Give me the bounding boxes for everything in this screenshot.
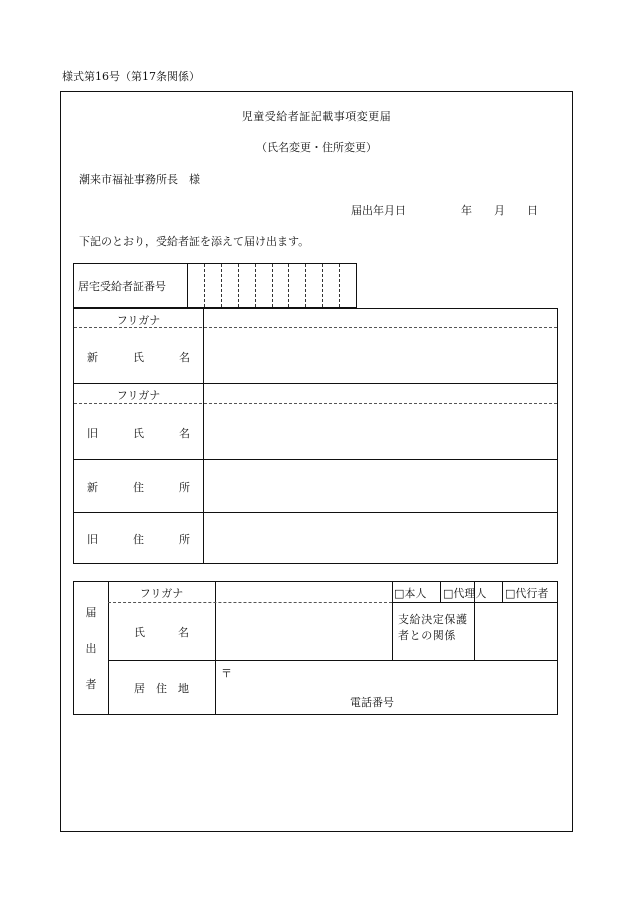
- recipient-number-box: [73, 263, 357, 308]
- digit-cell[interactable]: [239, 264, 256, 307]
- old-name-field[interactable]: [205, 405, 557, 458]
- new-address-field[interactable]: [205, 461, 557, 511]
- option-agent[interactable]: □代理人: [443, 587, 487, 600]
- applicant-side-char: 者: [85, 678, 97, 691]
- new-name-furigana-label: フリガナ: [116, 314, 161, 327]
- digit-cell[interactable]: [205, 264, 222, 307]
- digit-cell[interactable]: [256, 264, 273, 307]
- relation-field[interactable]: [476, 604, 556, 658]
- applicant-residence-label: 居 住 地: [134, 682, 189, 695]
- recipient-number-cells[interactable]: [187, 264, 356, 307]
- row-divider: [108, 660, 558, 661]
- column-divider: [440, 582, 441, 602]
- applicant-side-char: 出: [85, 642, 97, 655]
- applicant-side-char: 届: [85, 606, 97, 619]
- section-divider: [74, 459, 557, 460]
- new-name-field[interactable]: [205, 329, 557, 382]
- column-divider: [203, 309, 204, 563]
- digit-cell[interactable]: [323, 264, 340, 307]
- digit-cell[interactable]: [306, 264, 323, 307]
- digit-cell[interactable]: [273, 264, 290, 307]
- row-divider: [74, 383, 557, 384]
- old-address-field[interactable]: [205, 514, 557, 563]
- old-address-label: 旧 住 所: [87, 533, 202, 546]
- residence-field[interactable]: [217, 662, 557, 714]
- relation-label: 支給決定保護者との関係: [398, 613, 468, 642]
- new-address-label: 新 住 所: [87, 481, 202, 494]
- recipient-number-label: 居宅受給者証番号: [78, 279, 166, 293]
- document-title: 児童受給者証記載事項変更届: [241, 110, 392, 123]
- furigana-divider: [74, 403, 557, 404]
- option-self[interactable]: □本人: [394, 587, 427, 600]
- option-proxy[interactable]: □代行者: [505, 587, 549, 600]
- submission-date-label: 届出年月日 年 月 日: [351, 204, 538, 217]
- applicant-name-label: 氏 名: [134, 626, 189, 639]
- change-details-table: [73, 308, 558, 564]
- furigana-divider: [108, 602, 392, 603]
- applicant-table: [73, 581, 558, 715]
- applicant-name-field[interactable]: [217, 604, 390, 658]
- digit-cell[interactable]: [188, 264, 205, 307]
- intro-text: 下記のとおり，受給者証を添えて届け出ます。: [79, 235, 310, 248]
- postal-mark: 〒: [221, 667, 232, 680]
- old-name-label: 旧 氏 名: [87, 427, 202, 440]
- digit-cell[interactable]: [222, 264, 239, 307]
- row-divider: [74, 512, 557, 513]
- addressee: 潮来市福祉事務所長 様: [79, 173, 200, 186]
- row-divider: [392, 602, 558, 603]
- applicant-furigana-label: フリガナ: [139, 587, 184, 600]
- old-name-furigana-label: フリガナ: [116, 389, 161, 402]
- column-divider: [392, 582, 393, 660]
- digit-cell[interactable]: [289, 264, 306, 307]
- column-divider: [502, 582, 503, 602]
- document-subtitle: （氏名変更・住所変更）: [256, 141, 377, 154]
- phone-label: 電話番号: [350, 696, 394, 709]
- new-name-label: 新 氏 名: [87, 351, 202, 364]
- form-number-label: 様式第16号（第17条関係）: [62, 70, 200, 83]
- digit-cell[interactable]: [340, 264, 356, 307]
